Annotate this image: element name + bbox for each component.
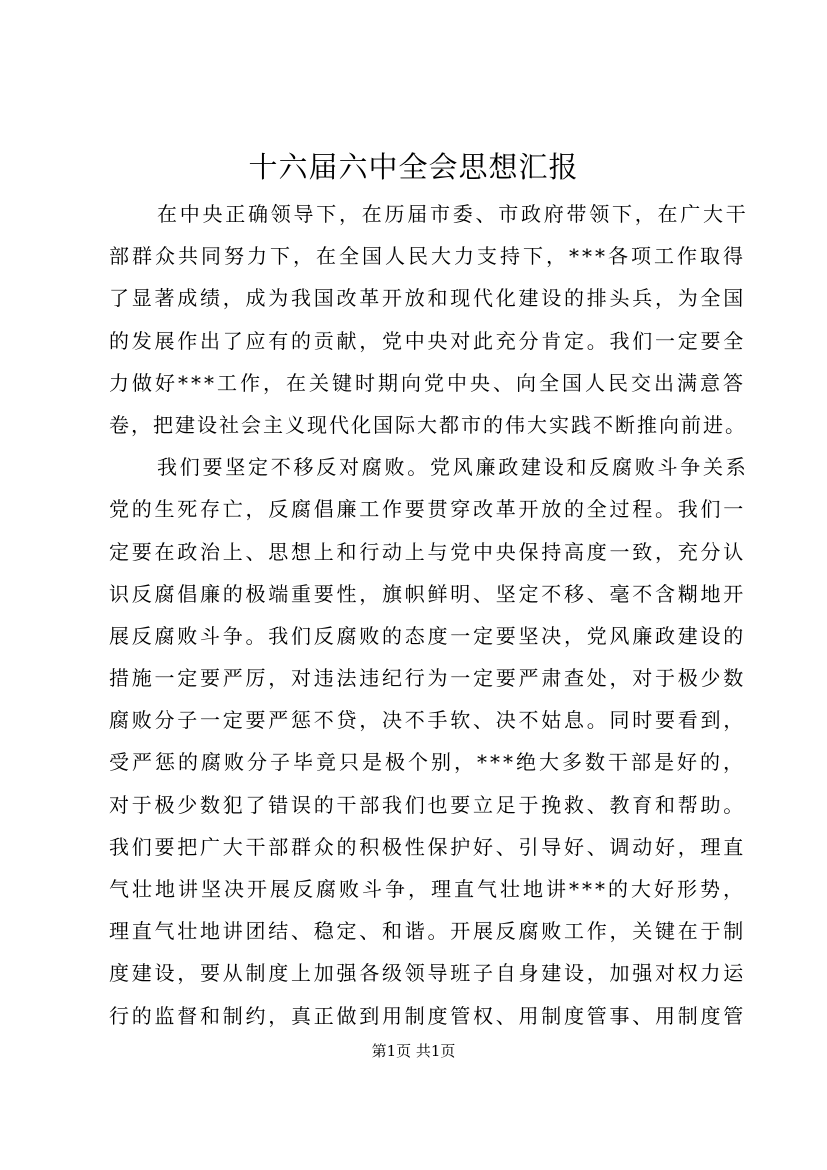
- paragraph-2-line: 气壮地讲坚决开展反腐败斗争，理直气壮地讲***的大好形势，: [109, 877, 746, 901]
- paragraph-2-line: 措施一定要严厉，对违法违纪行为一定要严肃查处，对于极少数: [109, 666, 746, 691]
- paragraph-2-line: 识反腐倡廉的极端重要性，旗帜鲜明、坚定不移、毫不含糊地开: [109, 581, 746, 606]
- paragraph-2-line: 度建设，要从制度上加强各级领导班子自身建设，加强对权力运: [109, 961, 746, 986]
- paragraph-1-line: 在中央正确领导下，在历届市委、市政府带领下，在广大干: [157, 202, 749, 226]
- paragraph-2-line: 行的监督和制约，真正做到用制度管权、用制度管事、用制度管: [109, 1003, 746, 1028]
- paragraph-1-line: 力做好***工作，在关键时期向党中央、向全国人民交出满意答: [109, 370, 746, 395]
- paragraph-1-line: 部群众共同努力下，在全国人民大力支持下，***各项工作取得: [109, 244, 746, 269]
- paragraph-2-line: 我们要坚定不移反对腐败。党风廉政建设和反腐败斗争关系: [157, 455, 749, 480]
- document-title: 十六届六中全会思想汇报: [248, 150, 579, 184]
- paragraph-1-line: 的发展作出了应有的贡献，党中央对此充分肯定。我们一定要全: [109, 328, 746, 353]
- paragraph-1-line: 卷，把建设社会主义现代化国际大都市的伟大实践不断推向前进。: [109, 412, 747, 437]
- paragraph-2-line: 展反腐败斗争。我们反腐败的态度一定要坚决，党风廉政建设的: [109, 623, 746, 648]
- paragraph-2-line: 腐败分子一定要严惩不贷，决不手软、决不姑息。同时要看到，: [109, 708, 746, 733]
- document-body: [109, 193, 749, 1037]
- page-footer: 第1页 共1页: [371, 1042, 456, 1060]
- paragraph-2-line: 对于极少数犯了错误的干部我们也要立足于挽救、教育和帮助。: [109, 792, 746, 817]
- paragraph-2-line: 受严惩的腐败分子毕竟只是极个别，***绝大多数干部是好的，: [109, 750, 746, 775]
- paragraph-2-line: 理直气壮地讲团结、稳定、和谐。开展反腐败工作，关键在于制: [109, 919, 746, 944]
- paragraph-1-line: 了显著成绩，成为我国改革开放和现代化建设的排头兵，为全国: [109, 286, 746, 311]
- paragraph-2-line: 我们要把广大干部群众的积极性保护好、引导好、调动好，理直: [109, 834, 746, 859]
- paragraph-2-line: 定要在政治上、思想上和行动上与党中央保持高度一致，充分认: [109, 539, 746, 564]
- paragraph-2-line: 党的生死存亡，反腐倡廉工作要贯穿改革开放的全过程。我们一: [109, 497, 746, 522]
